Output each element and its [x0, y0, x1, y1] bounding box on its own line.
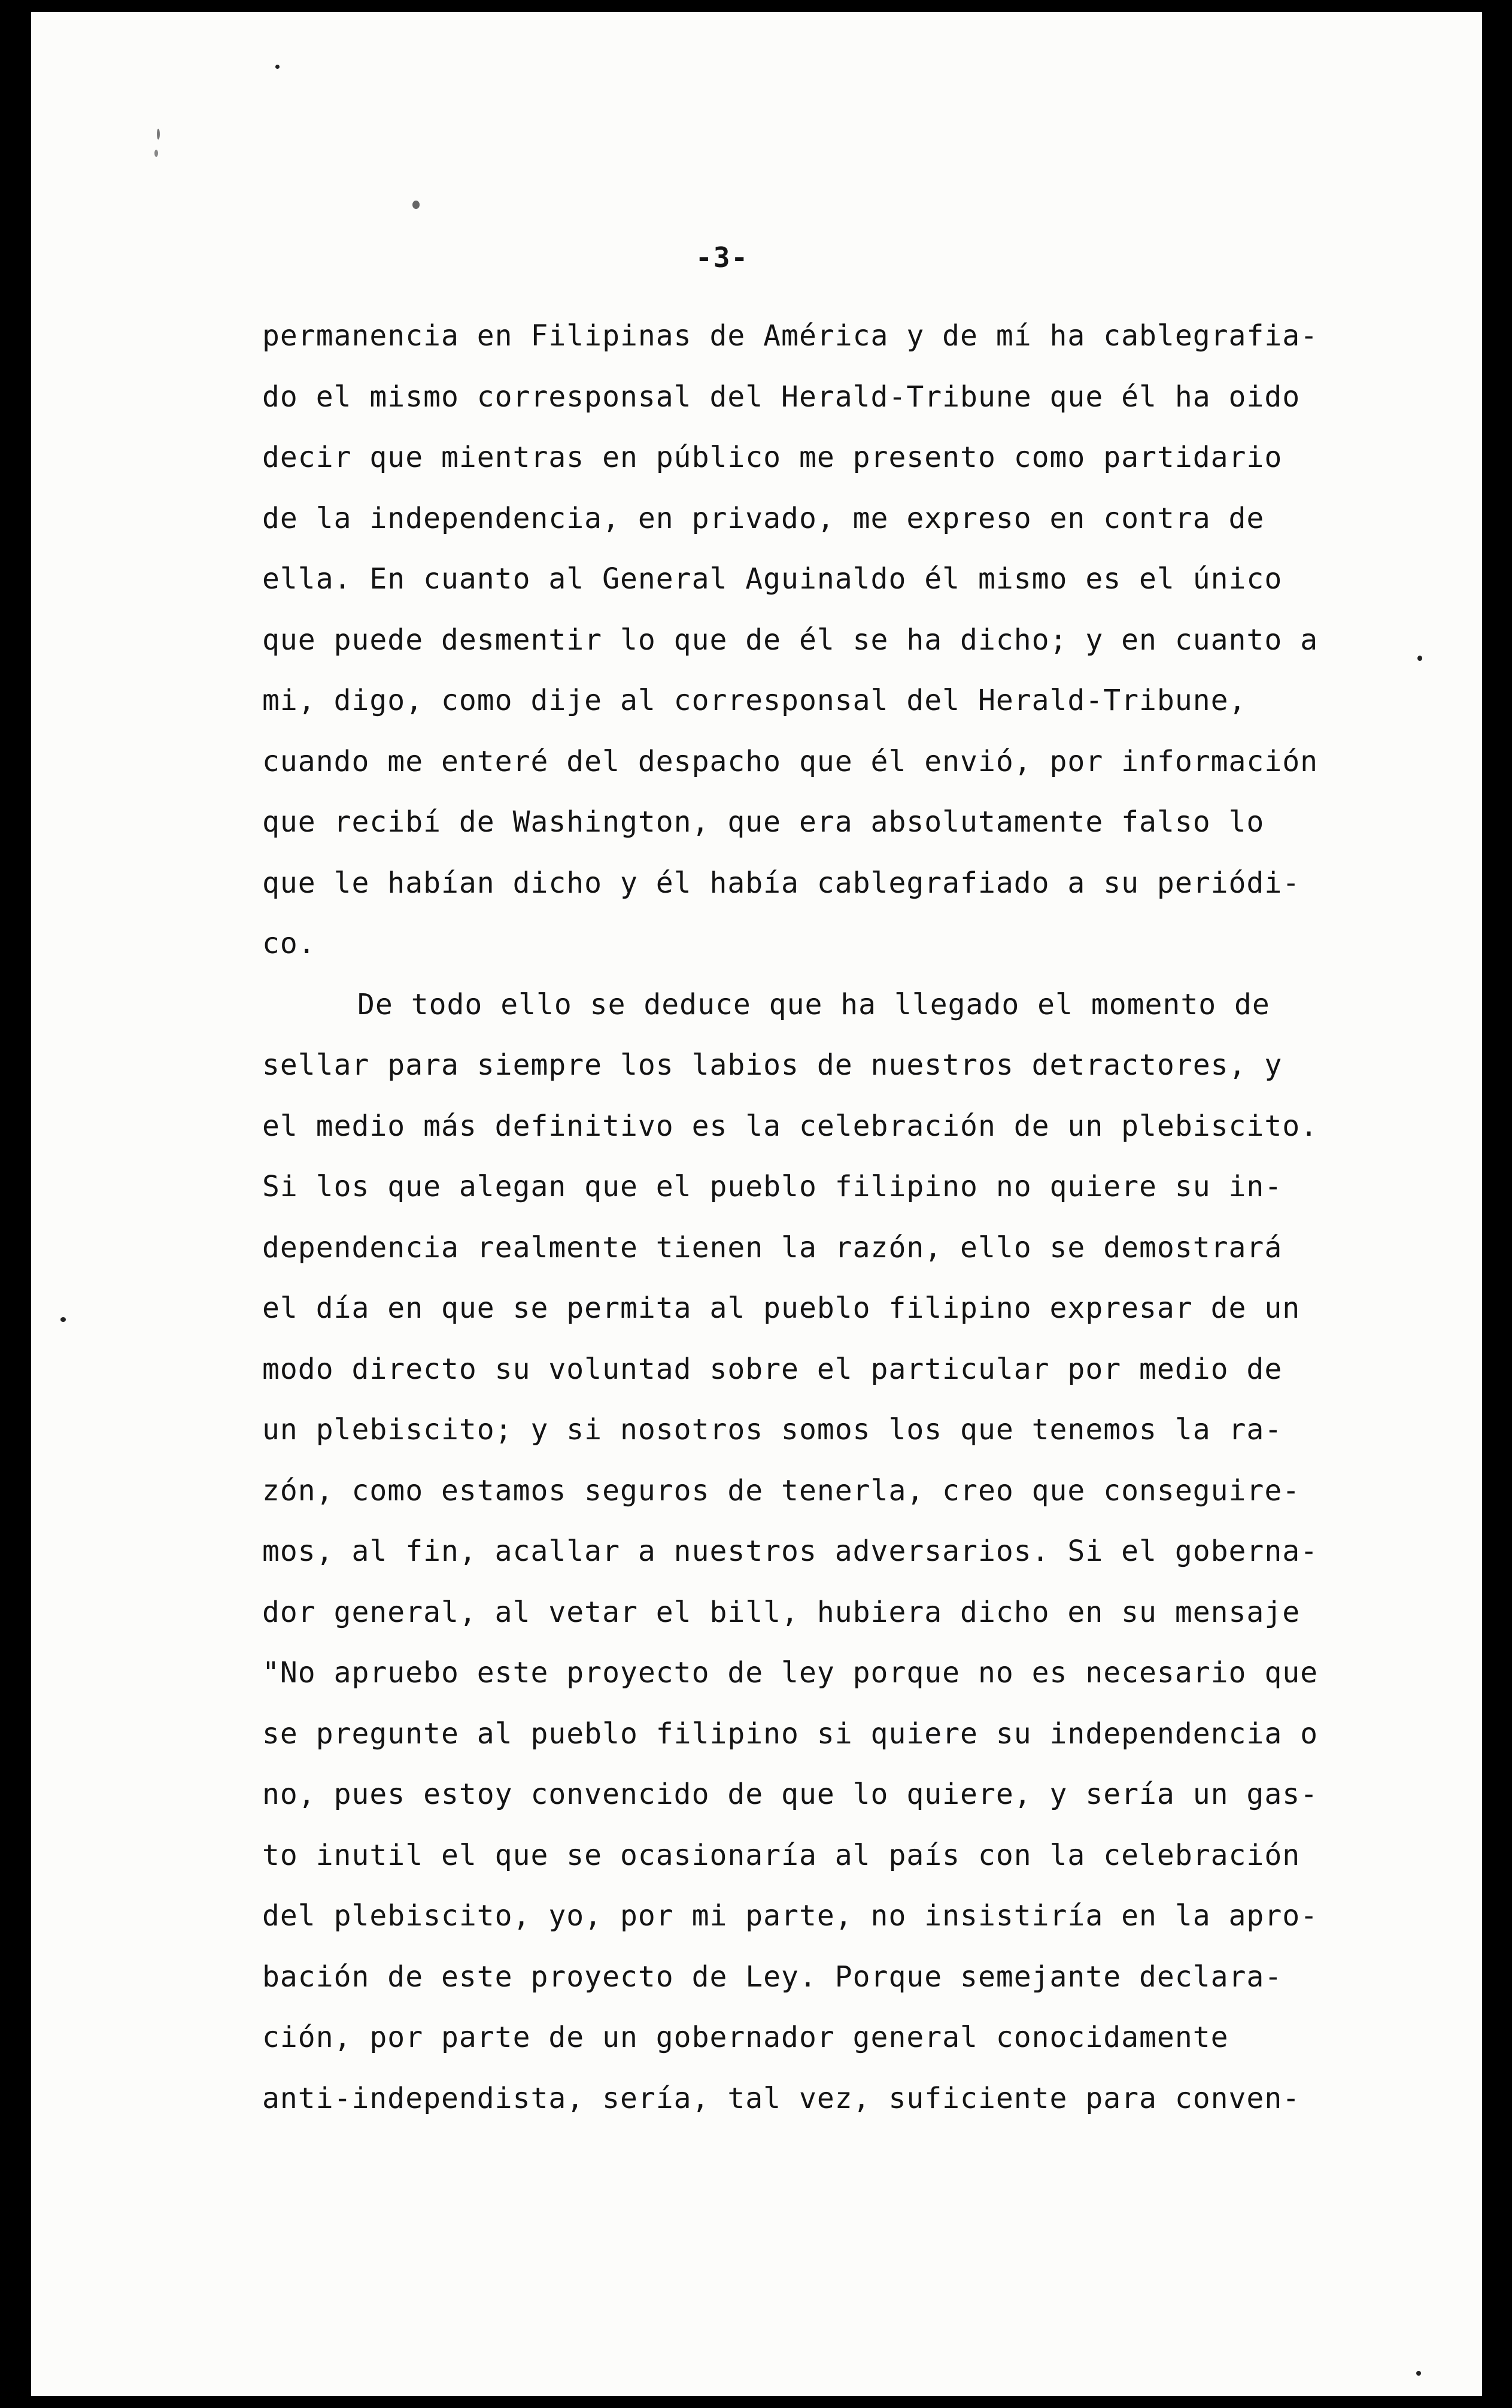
text-line: modo directo su voluntad sobre el particular por medio de: [262, 1352, 1283, 1386]
text-line: mos, al fin, acallar a nuestros adversarios. Si el goberna-: [262, 1534, 1319, 1568]
text-line: que recibí de Washington, que era absolutamente falso lo: [262, 805, 1265, 839]
text-line: del plebiscito, yo, por mi parte, no insistiría en la apro-: [262, 1899, 1319, 1933]
text-line: que le habían dicho y él había cablegrafiado a su periódi-: [262, 866, 1301, 900]
text-line: dor general, al vetar el bill, hubiera dicho en su mensaje: [262, 1595, 1301, 1629]
text-line: "No apruebo este proyecto de ley porque no es necesario que: [262, 1656, 1319, 1690]
text-line: el día en que se permita al pueblo filipino expresar de un: [262, 1291, 1301, 1325]
text-line: se pregunte al pueblo filipino si quiere su independencia o: [262, 1716, 1319, 1751]
text-line: to inutil el que se ocasionaría al país con la celebración: [262, 1838, 1301, 1872]
text-line: mi, digo, como dije al corresponsal del Herald-Tribune,: [262, 684, 1247, 717]
text-line: ella. En cuanto al General Aguinaldo él mismo es el único: [262, 562, 1283, 596]
text-line: de la independencia, en privado, me expreso en contra de: [262, 501, 1265, 535]
text-line: Si los que alegan que el pueblo filipino no quiere su in-: [262, 1170, 1283, 1203]
text-line: no, pues estoy convencido de que lo quiere, y sería un gas-: [262, 1778, 1319, 1811]
text-line: De todo ello se deduce que ha llegado el momento de: [357, 987, 1270, 1021]
scan-speck: [1417, 656, 1422, 661]
text-line: el medio más definitivo es la celebración de un plebiscito.: [262, 1109, 1319, 1143]
text-line: zón, como estamos seguros de tenerla, creo que conseguire-: [262, 1473, 1301, 1508]
text-line: decir que mientras en público me presento como partidario: [262, 441, 1283, 474]
scan-speck: [275, 65, 280, 69]
text-line: do el mismo corresponsal del Herald-Tribune que él ha oido: [262, 380, 1301, 414]
scan-speck: [1416, 2371, 1421, 2376]
text-line: sellar para siempre los labios de nuestros detractores, y: [262, 1048, 1283, 1082]
scan-speck: [157, 129, 160, 139]
text-line: co.: [262, 927, 316, 960]
scan-speck: [412, 201, 420, 209]
text-line: anti-independista, sería, tal vez, suficiente para conven-: [262, 2081, 1301, 2115]
text-line: cuando me enteré del despacho que él envió, por información: [262, 744, 1319, 778]
text-line: que puede desmentir lo que de él se ha dicho; y en cuanto a: [262, 623, 1319, 657]
text-line: permanencia en Filipinas de América y de mí ha cablegrafia-: [262, 319, 1319, 353]
page-number: -3-: [696, 241, 749, 274]
scan-speck: [60, 1317, 66, 1322]
text-line: bación de este proyecto de Ley. Porque semejante declara-: [262, 1960, 1283, 1994]
text-line: ción, por parte de un gobernador general conocidamente: [262, 2021, 1229, 2054]
text-line: un plebiscito; y si nosotros somos los que tenemos la ra-: [262, 1413, 1283, 1446]
document-page: [31, 12, 1482, 2396]
text-line: dependencia realmente tienen la razón, ello se demostrará: [262, 1230, 1283, 1264]
scan-speck: [154, 150, 158, 157]
